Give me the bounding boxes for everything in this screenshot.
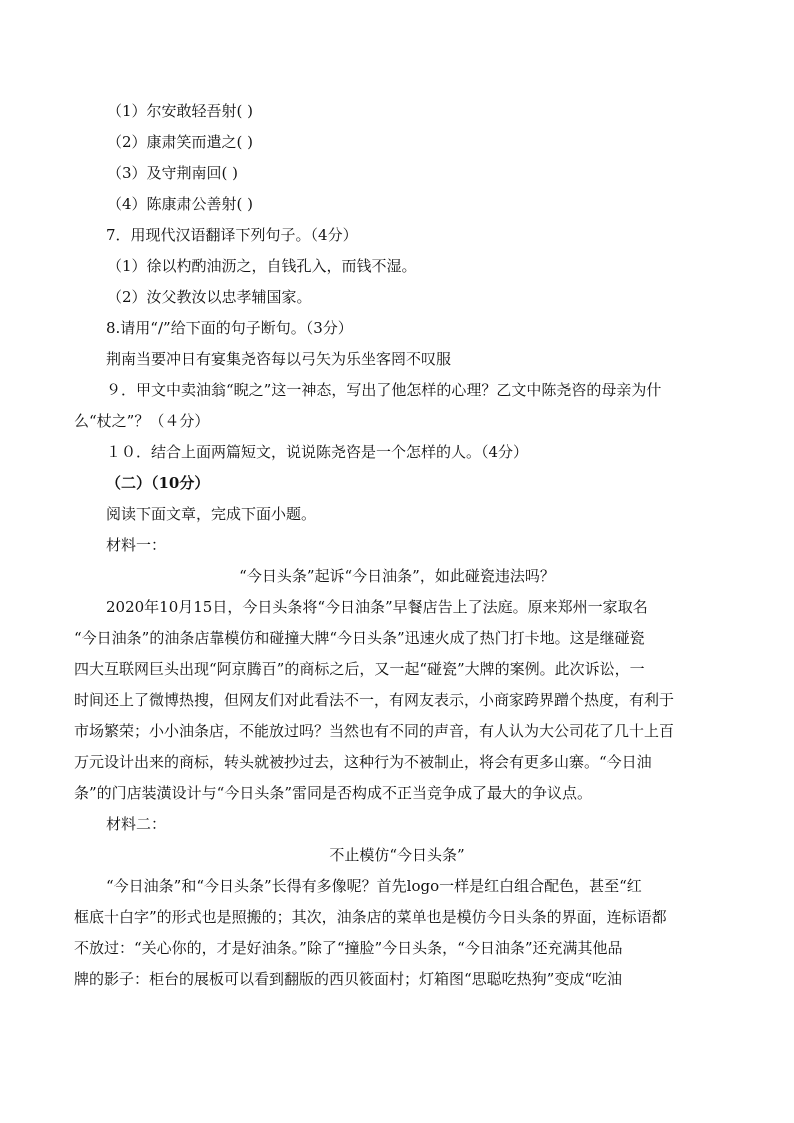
q10-title: １０．结合上面两篇短文，说说陈尧咨是一个怎样的人。（4分）	[106, 443, 529, 461]
q8-sentence: 荆南当要冲日有宴集尧咨每以弓矢为乐坐客罔不叹服	[106, 350, 452, 368]
material-1-line-6: 万元设计出来的商标，转头就被抄过去，这种行为不被制止，将会有更多山寨。“今日油	[74, 753, 652, 771]
section-instruction: 阅读下面文章，完成下面小题。	[106, 505, 317, 523]
q6-item-3: （3）及守荆南回( )	[107, 164, 239, 182]
material-1-line-3: 四大互联网巨头出现“阿京腾百”的商标之后，又一起“碰瓷”大牌的案例。此次诉讼，一	[74, 660, 645, 678]
material-1-line-2: “今日油条”的油条店靠模仿和碰撞大牌“今日头条”迅速火成了热门打卡地。这是继碰瓷	[74, 629, 645, 647]
material-1-line-1: 2020年10月15日，今日头条将“今日油条”早餐店告上了法庭。原来郑州一家取名	[106, 598, 648, 616]
q9-line-2: 么“杖之”？（４分）	[74, 412, 210, 430]
material-2-line-3: 不放过：“关心你的，才是好油条。”除了“撞脸”今日头条，“今日油条”还充满其他品	[74, 939, 623, 957]
q6-item-1: （1）尔安敢轻吾射( )	[107, 102, 254, 120]
material-1-line-4: 时间还上了微博热搜，但网友们对此看法不一，有网友表示，小商家跨界蹭个热度，有利于	[74, 691, 675, 709]
q7-item-2: （2）汝父教汝以忠孝辅国家。	[107, 288, 312, 306]
material-1-title: “今日头条”起诉“今日油条”，如此碰瓷违法吗？	[239, 567, 555, 585]
q7-item-1: （1）徐以杓酌油沥之，自钱孔入，而钱不湿。	[107, 257, 417, 275]
material-2-title: 不止模仿“今日头条”	[329, 846, 465, 864]
material-2-label: 材料二：	[106, 815, 167, 833]
material-1-line-5: 市场繁荣；小小油条店，不能放过吗？当然也有不同的声音，有人认为大公司花了几十上百	[74, 722, 675, 740]
material-2-line-4: 牌的影子：柜台的展板可以看到翻版的西贝筱面村；灯箱图“思聪吃热狗”变成“吃油	[74, 970, 623, 988]
q9-line-1: ９．甲文中卖油翁“睨之”这一神态，写出了他怎样的心理？乙文中陈尧咨的母亲为什	[106, 381, 662, 399]
material-2-line-1: “今日油条”和“今日头条”长得有多像呢？首先logo一样是红白组合配色，甚至“红	[106, 877, 642, 895]
q6-item-4: （4）陈康肃公善射( )	[107, 195, 254, 213]
q7-title: 7．用现代汉语翻译下列句子。（4分）	[106, 226, 358, 244]
q8-title: 8.请用“/”给下面的句子断句。（3分）	[106, 319, 353, 337]
material-1-line-7: 条”的门店装潢设计与“今日头条”雷同是否构成不正当竞争成了最大的争议点。	[74, 784, 593, 802]
q6-item-2: （2）康肃笑而遣之( )	[107, 133, 254, 151]
material-2-line-2: 框底十白字”的形式也是照搬的；其次，油条店的菜单也是模仿今日头条的界面，连标语都	[74, 908, 667, 926]
section-heading: （二）（10分）	[106, 474, 210, 492]
material-1-label: 材料一：	[106, 536, 167, 554]
